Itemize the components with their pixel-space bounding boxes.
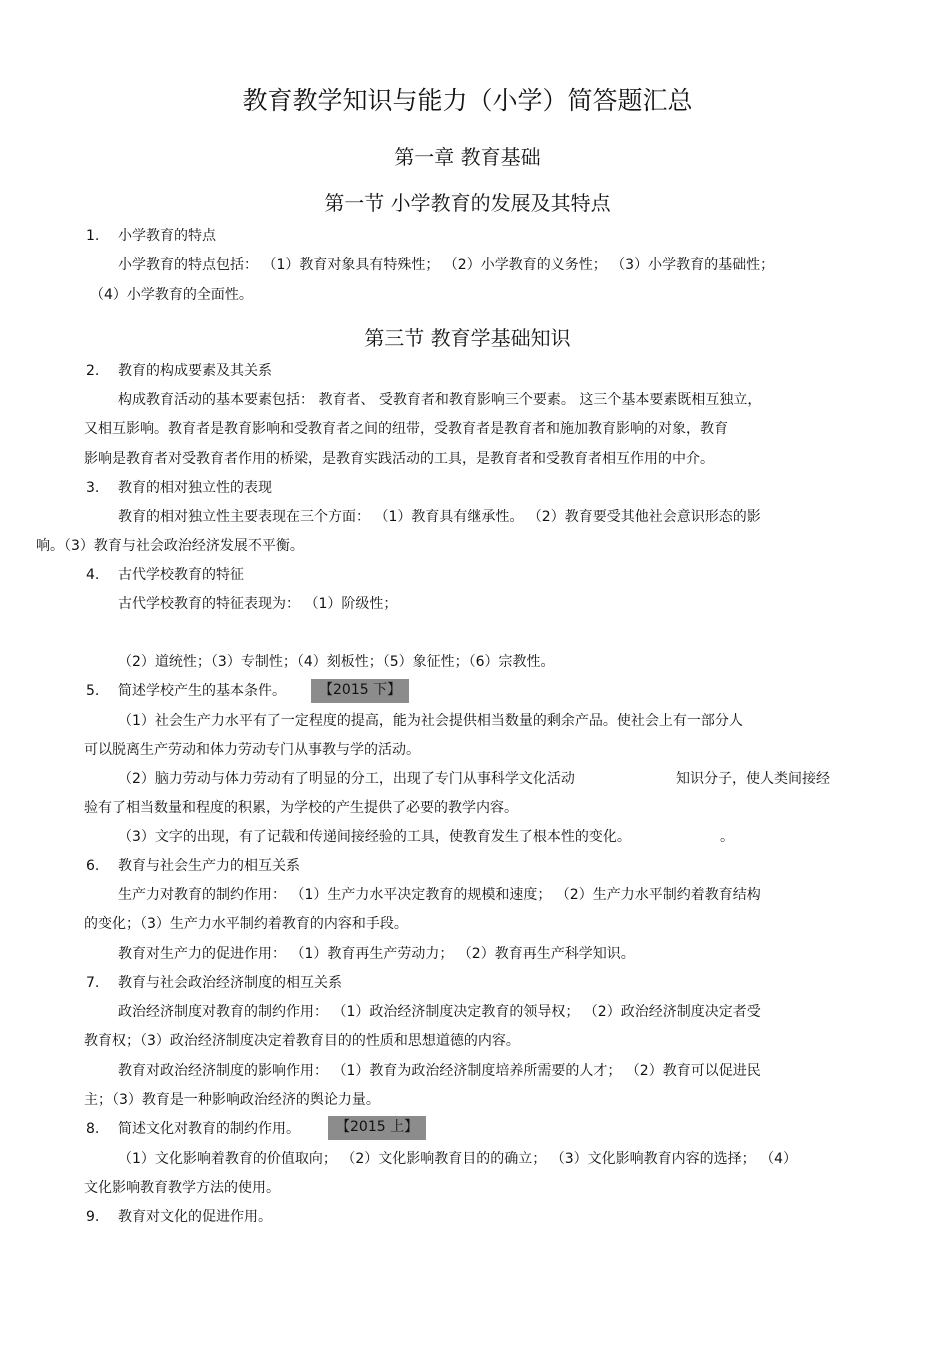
answer-line: 影响是教育者对受教育者作用的桥梁，是教育实践活动的工具，是教育者和受教育者相互作用的中介。 — [84, 451, 714, 467]
item-number: 2. — [86, 363, 100, 379]
exam-year-tag: 【2015 下】 — [311, 679, 409, 703]
item-number: 1. — [86, 228, 100, 244]
answer-line: 验有了相当数量和程度的积累，为学校的产生提供了必要的教学内容。 — [84, 800, 518, 816]
question-title: 教育的相对独立性的表现 — [118, 480, 272, 496]
answer-line: （1）文化影响着教育的价值取向； （2）文化影响教育目的的确立； （3）文化影响教育内容的选择； （4） — [118, 1151, 797, 1167]
answer-line: （1）社会生产力水平有了一定程度的提高，能为社会提供相当数量的剩余产品。使社会上有一部分人 — [118, 713, 743, 729]
answer-line: 又相互影响。教育者是教育影响和受教育者之间的纽带，受教育者是教育者和施加教育影响的对象，教育 — [84, 421, 728, 437]
question-title: 古代学校教育的特征 — [118, 567, 244, 583]
answer-line: （4）小学教育的全面性。 — [90, 287, 253, 303]
item-number: 9. — [86, 1209, 100, 1225]
question-title: 小学教育的特点 — [118, 228, 216, 244]
answer-line: 知识分子，使人类间接经 — [676, 771, 830, 787]
answer-line: 主；（3）教育是一种影响政治经济的舆论力量。 — [84, 1092, 380, 1108]
section-heading: 第一节 小学教育的发展及其特点 — [324, 191, 611, 215]
section-heading: 第三节 教育学基础知识 — [364, 326, 571, 350]
answer-line: 古代学校教育的特征表现为： （1）阶级性； — [118, 596, 398, 612]
chapter-heading: 第一章 教育基础 — [394, 145, 541, 169]
answer-line: 教育的相对独立性主要表现在三个方面： （1）教育具有继承性。 （2）教育要受其他社会意识形态的影 — [118, 509, 761, 525]
item-number: 4. — [86, 567, 100, 583]
document-title: 教育教学知识与能力（小学）简答题汇总 — [242, 86, 693, 115]
item-number: 6. — [86, 858, 100, 874]
answer-line: 。 — [720, 829, 734, 845]
question-title: 简述文化对教育的制约作用。 — [118, 1121, 300, 1137]
answer-line: 生产力对教育的制约作用： （1）生产力水平决定教育的规模和速度； （2）生产力水平制约着教育结构 — [118, 887, 761, 903]
answer-line: 教育对政治经济制度的影响作用： （1）教育为政治经济制度培养所需要的人才； （2）教育可以促进民 — [118, 1063, 761, 1079]
question-title: 简述学校产生的基本条件。 — [118, 683, 286, 699]
answer-line: （2）脑力劳动与体力劳动有了明显的分工，出现了专门从事科学文化活动 — [118, 771, 575, 787]
answer-line: （2）道统性；（3）专制性；（4）刻板性；（5）象征性；（6）宗教性。 — [118, 654, 555, 670]
item-number: 5. — [86, 683, 100, 699]
answer-line: 文化影响教育教学方法的使用。 — [84, 1180, 280, 1196]
answer-line: （3）文字的出现，有了记载和传递间接经验的工具，使教育发生了根本性的变化。 — [118, 829, 631, 845]
question-title: 教育对文化的促进作用。 — [118, 1209, 272, 1225]
answer-line: 教育对生产力的促进作用： （1）教育再生产劳动力； （2）教育再生产科学知识。 — [118, 946, 635, 962]
answer-line: 政治经济制度对教育的制约作用： （1）政治经济制度决定教育的领导权； （2）政治经济制度决定者受 — [118, 1004, 761, 1020]
answer-line: 响。（3）教育与社会政治经济发展不平衡。 — [36, 538, 304, 554]
item-number: 3. — [86, 480, 100, 496]
question-title: 教育与社会生产力的相互关系 — [118, 858, 300, 874]
answer-line: 可以脱离生产劳动和体力劳动专门从事教与学的活动。 — [84, 742, 420, 758]
answer-line: 的变化；（3）生产力水平制约着教育的内容和手段。 — [84, 916, 408, 932]
item-number: 8. — [86, 1121, 100, 1137]
exam-year-tag: 【2015 上】 — [328, 1116, 426, 1140]
question-title: 教育与社会政治经济制度的相互关系 — [118, 975, 342, 991]
answer-line: 构成教育活动的基本要素包括： 教育者、 受教育者和教育影响三个要素。 这三个基本要素既相互独立， — [118, 392, 762, 408]
answer-line: 小学教育的特点包括： （1）教育对象具有特殊性； （2）小学教育的义务性； （3）小学教育的基础性； — [118, 257, 775, 273]
item-number: 7. — [86, 975, 100, 991]
answer-line: 教育权；（3）政治经济制度决定着教育目的的性质和思想道德的内容。 — [84, 1033, 520, 1049]
question-title: 教育的构成要素及其关系 — [118, 363, 272, 379]
